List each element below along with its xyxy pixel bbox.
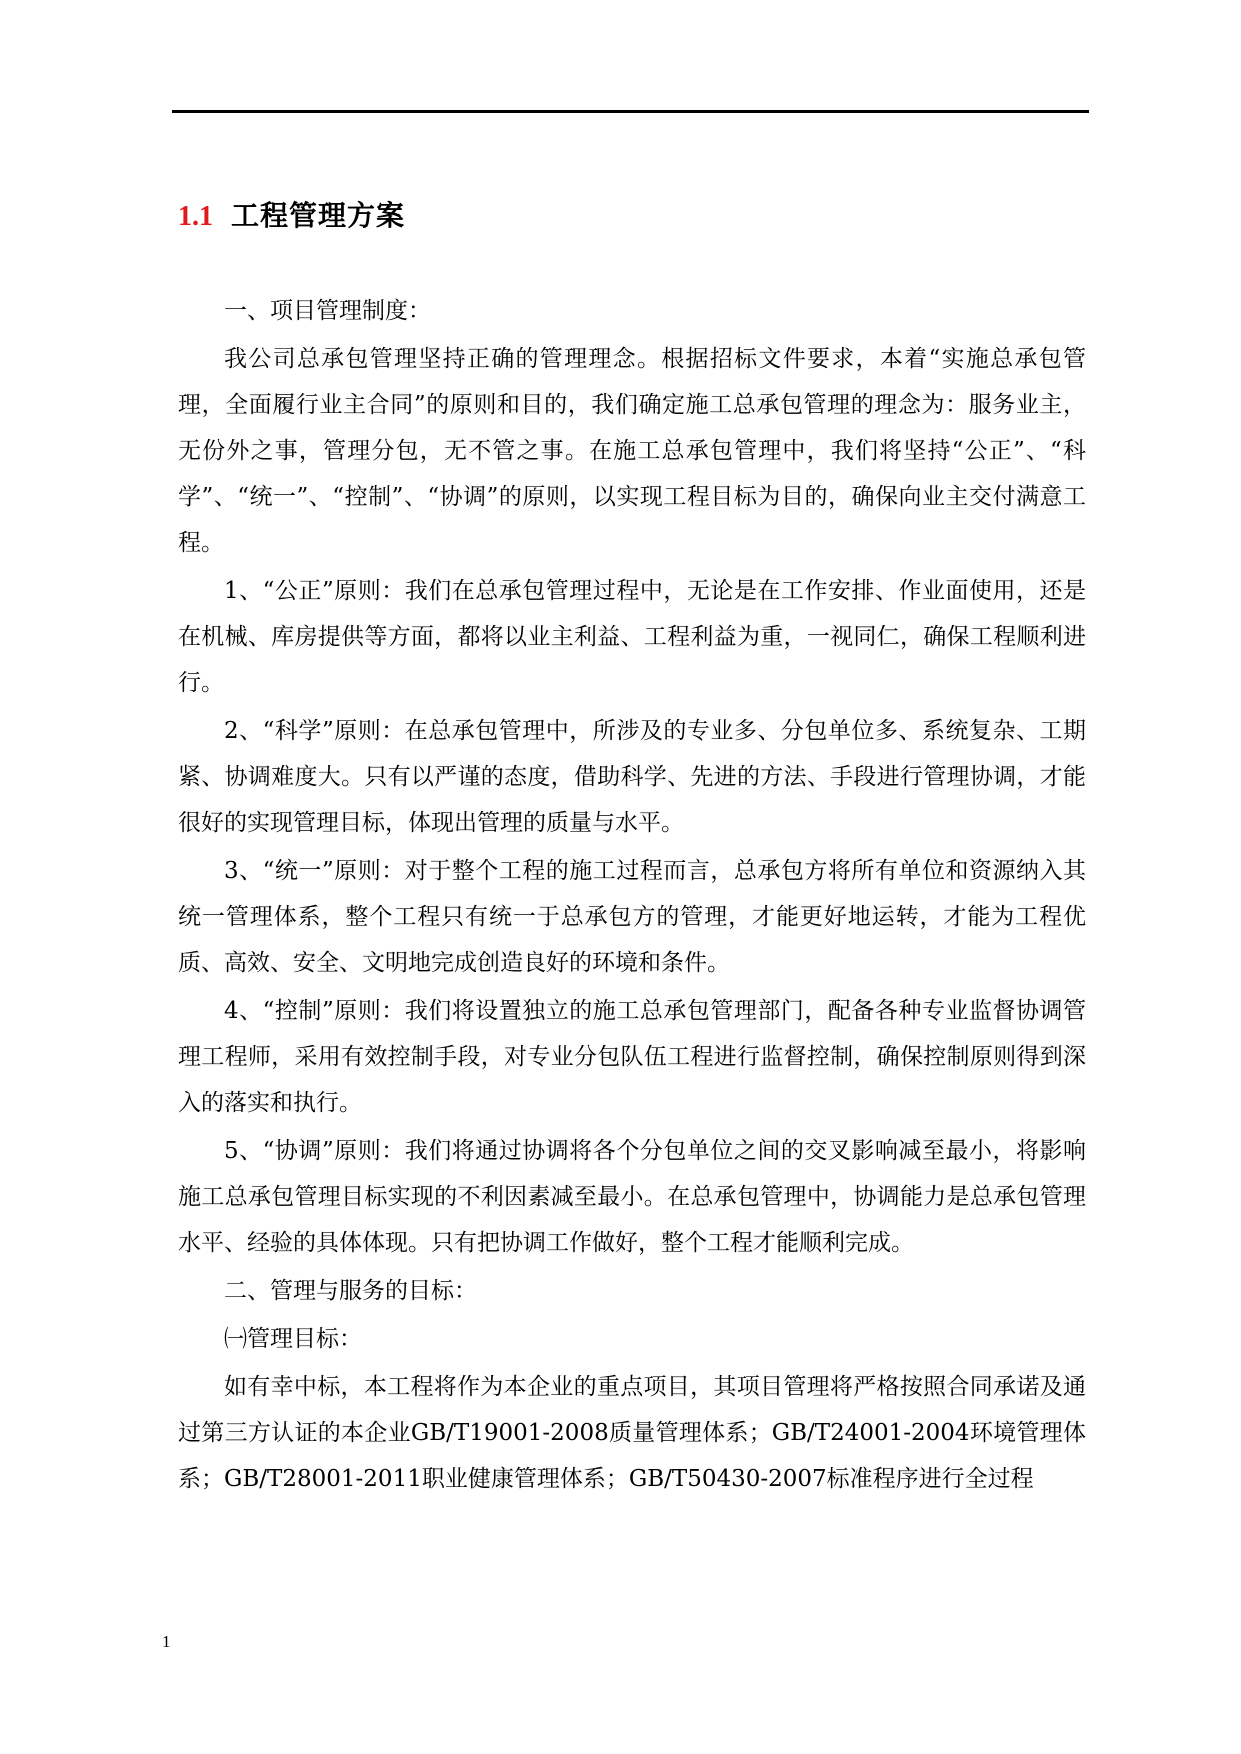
paragraph: 5、“协调”原则：我们将通过协调将各个分包单位之间的交叉影响减至最小，将影响施工总承包管理目标实现的不利因素减至最小。在总承包管理中，协调能力是总承包管理水平、经验的具体体现。只有把协调工作做好，整个工程才能顺利完成。 (178, 1138, 1086, 1256)
paragraph: ㈠管理目标： (224, 1326, 362, 1352)
paragraph: 如有幸中标，本工程将作为本企业的重点项目，其项目管理将严格按照合同承诺及通过第三方认证的本企业GB/T19001-2008质量管理体系；GB/T24001-2004环境管理体系；GB/T28001-2011职业健康管理体系；GB/T50430-2007标准程序进行全过程 (178, 1374, 1086, 1492)
page-number: 1 (162, 1632, 171, 1651)
paragraph: 我公司总承包管理坚持正确的管理理念。根据招标文件要求，本着“实施总承包管理，全面履行业主合同”的原则和目的，我们确定施工总承包管理的理念为：服务业主，无份外之事，管理分包，无不管之事。在施工总承包管理中，我们将坚持“公正”、“科学”、“统一”、“控制”、“协调”的原则，以实现工程目标为目的，确保向业主交付满意工程。 (178, 346, 1086, 556)
paragraph: 一、项目管理制度： (224, 298, 431, 324)
paragraph: 3、“统一”原则：对于整个工程的施工过程而言，总承包方将所有单位和资源纳入其统一管理体系，整个工程只有统一于总承包方的管理，才能更好地运转，才能为工程优质、高效、安全、文明地完成创造良好的环境和条件。 (178, 858, 1086, 976)
paragraph: 1、“公正”原则：我们在总承包管理过程中，无论是在工作安排、作业面使用，还是在机械、库房提供等方面，都将以业主利益、工程利益为重，一视同仁，确保工程顺利进行。 (178, 578, 1086, 696)
section-title: 工程管理方案 (231, 199, 406, 232)
section-heading (178, 198, 405, 235)
paragraph: 二、管理与服务的目标： (224, 1278, 477, 1304)
header-rule (172, 110, 1089, 113)
section-number: 1.1 (178, 201, 213, 232)
document-body (178, 288, 1086, 1504)
paragraph: 4、“控制”原则：我们将设置独立的施工总承包管理部门，配备各种专业监督协调管理工程师，采用有效控制手段，对专业分包队伍工程进行监督控制，确保控制原则得到深入的落实和执行。 (178, 998, 1086, 1116)
paragraph: 2、“科学”原则：在总承包管理中，所涉及的专业多、分包单位多、系统复杂、工期紧、协调难度大。只有以严谨的态度，借助科学、先进的方法、手段进行管理协调，才能很好的实现管理目标，体现出管理的质量与水平。 (178, 718, 1086, 836)
